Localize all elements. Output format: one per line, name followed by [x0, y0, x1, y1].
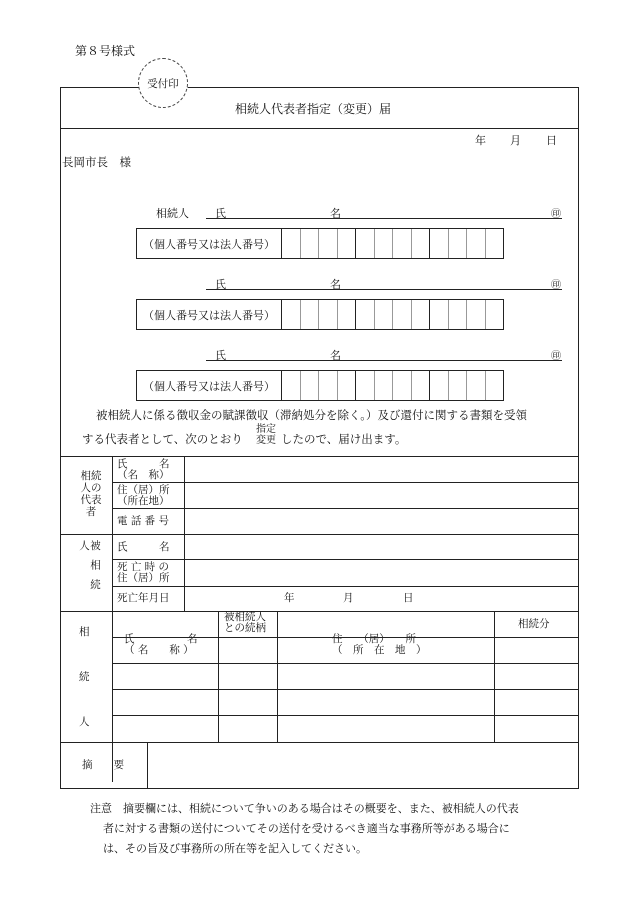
digit-cell[interactable]	[449, 371, 468, 400]
number-label: （個人番号又は法人番号）	[137, 300, 282, 329]
addressee: 長岡市長 様	[62, 155, 131, 169]
applicant-name-label-2: 名	[330, 278, 341, 291]
digit-cell[interactable]	[393, 300, 412, 329]
digit-cell[interactable]	[393, 371, 412, 400]
individual-number-box[interactable]	[136, 228, 504, 259]
representative-section-label: 相続人の代表者	[80, 470, 102, 518]
date-day: 日	[546, 134, 557, 147]
statement-options	[256, 424, 276, 446]
applicant-name-label-2: 名	[330, 349, 341, 362]
applicant-name-label-1: 氏	[215, 278, 226, 291]
death-year: 年	[284, 592, 295, 604]
col-name-header: 氏 名 （ 名 称 ）	[124, 633, 198, 656]
digit-cell[interactable]	[449, 300, 468, 329]
applicant-label: 相続人	[156, 207, 189, 220]
rep-name-field[interactable]	[185, 458, 578, 482]
digit-cell[interactable]	[430, 371, 449, 400]
rep-phone-label: 電 話 番 号	[117, 515, 170, 527]
digit-cell[interactable]	[375, 300, 394, 329]
number-label: （個人番号又は法人番号）	[137, 229, 282, 258]
digit-cell[interactable]	[356, 300, 375, 329]
digit-cell[interactable]	[430, 300, 449, 329]
digit-cell[interactable]	[467, 371, 486, 400]
form-title: 相続人代表者指定（変更）届	[235, 102, 392, 116]
digit-cell[interactable]	[467, 229, 486, 258]
applicant-name-label-2: 名	[330, 207, 341, 220]
digit-cell[interactable]	[282, 229, 301, 258]
applicant-name-field[interactable]	[206, 218, 562, 219]
col-share-header: 相続分	[518, 618, 550, 630]
digit-cell[interactable]	[356, 229, 375, 258]
note-line-1: 注意 摘要欄には、相続について争いのある場合はその概要を、また、被相続人の代表	[90, 802, 519, 815]
col-address-header: 住 （居） 所 （ 所 在 地 ）	[332, 633, 427, 656]
digit-cell[interactable]	[467, 300, 486, 329]
digit-cell[interactable]	[282, 371, 301, 400]
seal-mark: ㊞	[551, 209, 561, 220]
digit-cell[interactable]	[449, 229, 468, 258]
deceased-name-label: 氏 名	[117, 541, 170, 553]
death-day: 日	[403, 592, 414, 604]
date-month: 月	[510, 134, 521, 147]
digit-cell[interactable]	[375, 229, 394, 258]
deceased-section-label: 被相続人	[78, 540, 101, 599]
digit-cell[interactable]	[375, 371, 394, 400]
digit-cell[interactable]	[486, 371, 504, 400]
row-line	[112, 559, 579, 560]
digit-cell[interactable]	[338, 371, 357, 400]
form-number: 第８号様式	[75, 44, 136, 58]
row-line	[112, 482, 579, 483]
digit-cell[interactable]	[301, 371, 320, 400]
digit-cell[interactable]	[412, 229, 431, 258]
applicant-name-field[interactable]	[206, 289, 562, 290]
rep-name-label: 氏 名 （名 称）	[117, 458, 170, 481]
digit-cell[interactable]	[412, 300, 431, 329]
deceased-name-field[interactable]	[185, 536, 578, 558]
reception-stamp: 受付印	[138, 58, 188, 108]
statement-line-1: 被相続人に係る徴収金の賦課徴収（滞納処分を除く。）及び還付に関する書類を受領	[96, 408, 528, 422]
death-date-label: 死亡年月日	[117, 592, 170, 604]
individual-number-box[interactable]	[136, 299, 504, 330]
digit-cell[interactable]	[338, 229, 357, 258]
digit-cell[interactable]	[301, 300, 320, 329]
digit-cell[interactable]	[486, 300, 504, 329]
seal-mark: ㊞	[551, 280, 561, 291]
heirs-section-label-1: 相	[79, 626, 90, 638]
digit-cell[interactable]	[430, 229, 449, 258]
applicant-name-label-1: 氏	[215, 349, 226, 362]
row-line	[112, 508, 579, 509]
digit-cell[interactable]	[282, 300, 301, 329]
digit-cell[interactable]	[356, 371, 375, 400]
seal-mark: ㊞	[551, 351, 561, 362]
note-line-3: は、その旨及び事務所の所在等を記入してください。	[103, 842, 367, 855]
digit-cell[interactable]	[319, 371, 338, 400]
digit-cell[interactable]	[338, 300, 357, 329]
row-line	[112, 586, 579, 587]
deceased-address-label: 死 亡 時 の 住（居）所	[117, 561, 170, 584]
title-divider	[60, 128, 579, 129]
number-label: （個人番号又は法人番号）	[137, 371, 282, 400]
digit-cell[interactable]	[393, 229, 412, 258]
digit-cell[interactable]	[486, 229, 504, 258]
digit-cell[interactable]	[301, 229, 320, 258]
statement-line-2-post: したので、届け出ます。	[281, 432, 407, 446]
death-month: 月	[343, 592, 354, 604]
rep-phone-field[interactable]	[185, 510, 578, 534]
deceased-address-field[interactable]	[185, 561, 578, 585]
rep-address-label: 住（居）所 （所在地）	[117, 484, 170, 507]
digit-cell[interactable]	[319, 229, 338, 258]
heirs-section-label-3: 人	[79, 716, 90, 728]
heirs-entry-area[interactable]	[113, 638, 578, 741]
applicant-name-label-1: 氏	[215, 207, 226, 220]
option-change[interactable]: 変更	[256, 435, 276, 446]
date-year: 年	[475, 134, 486, 147]
col-relation-header: 被相続人 との続柄	[224, 611, 266, 634]
option-designate[interactable]: 指定	[256, 424, 276, 435]
digit-cell[interactable]	[319, 300, 338, 329]
note-line-2: 者に対する書類の送付についてその送付を受けるべき適当な事務所等がある場合に	[103, 822, 510, 835]
remarks-field[interactable]	[148, 743, 578, 788]
statement-line-2-pre: する代表者として、次のとおり	[82, 432, 243, 446]
rep-address-field[interactable]	[185, 484, 578, 507]
individual-number-box[interactable]	[136, 370, 504, 401]
row-line	[60, 534, 579, 535]
heirs-section-label-2: 続	[79, 671, 90, 683]
table-divider	[60, 456, 579, 457]
applicant-name-field[interactable]	[206, 360, 562, 361]
remarks-label: 摘 要	[82, 759, 124, 771]
digit-cell[interactable]	[412, 371, 431, 400]
